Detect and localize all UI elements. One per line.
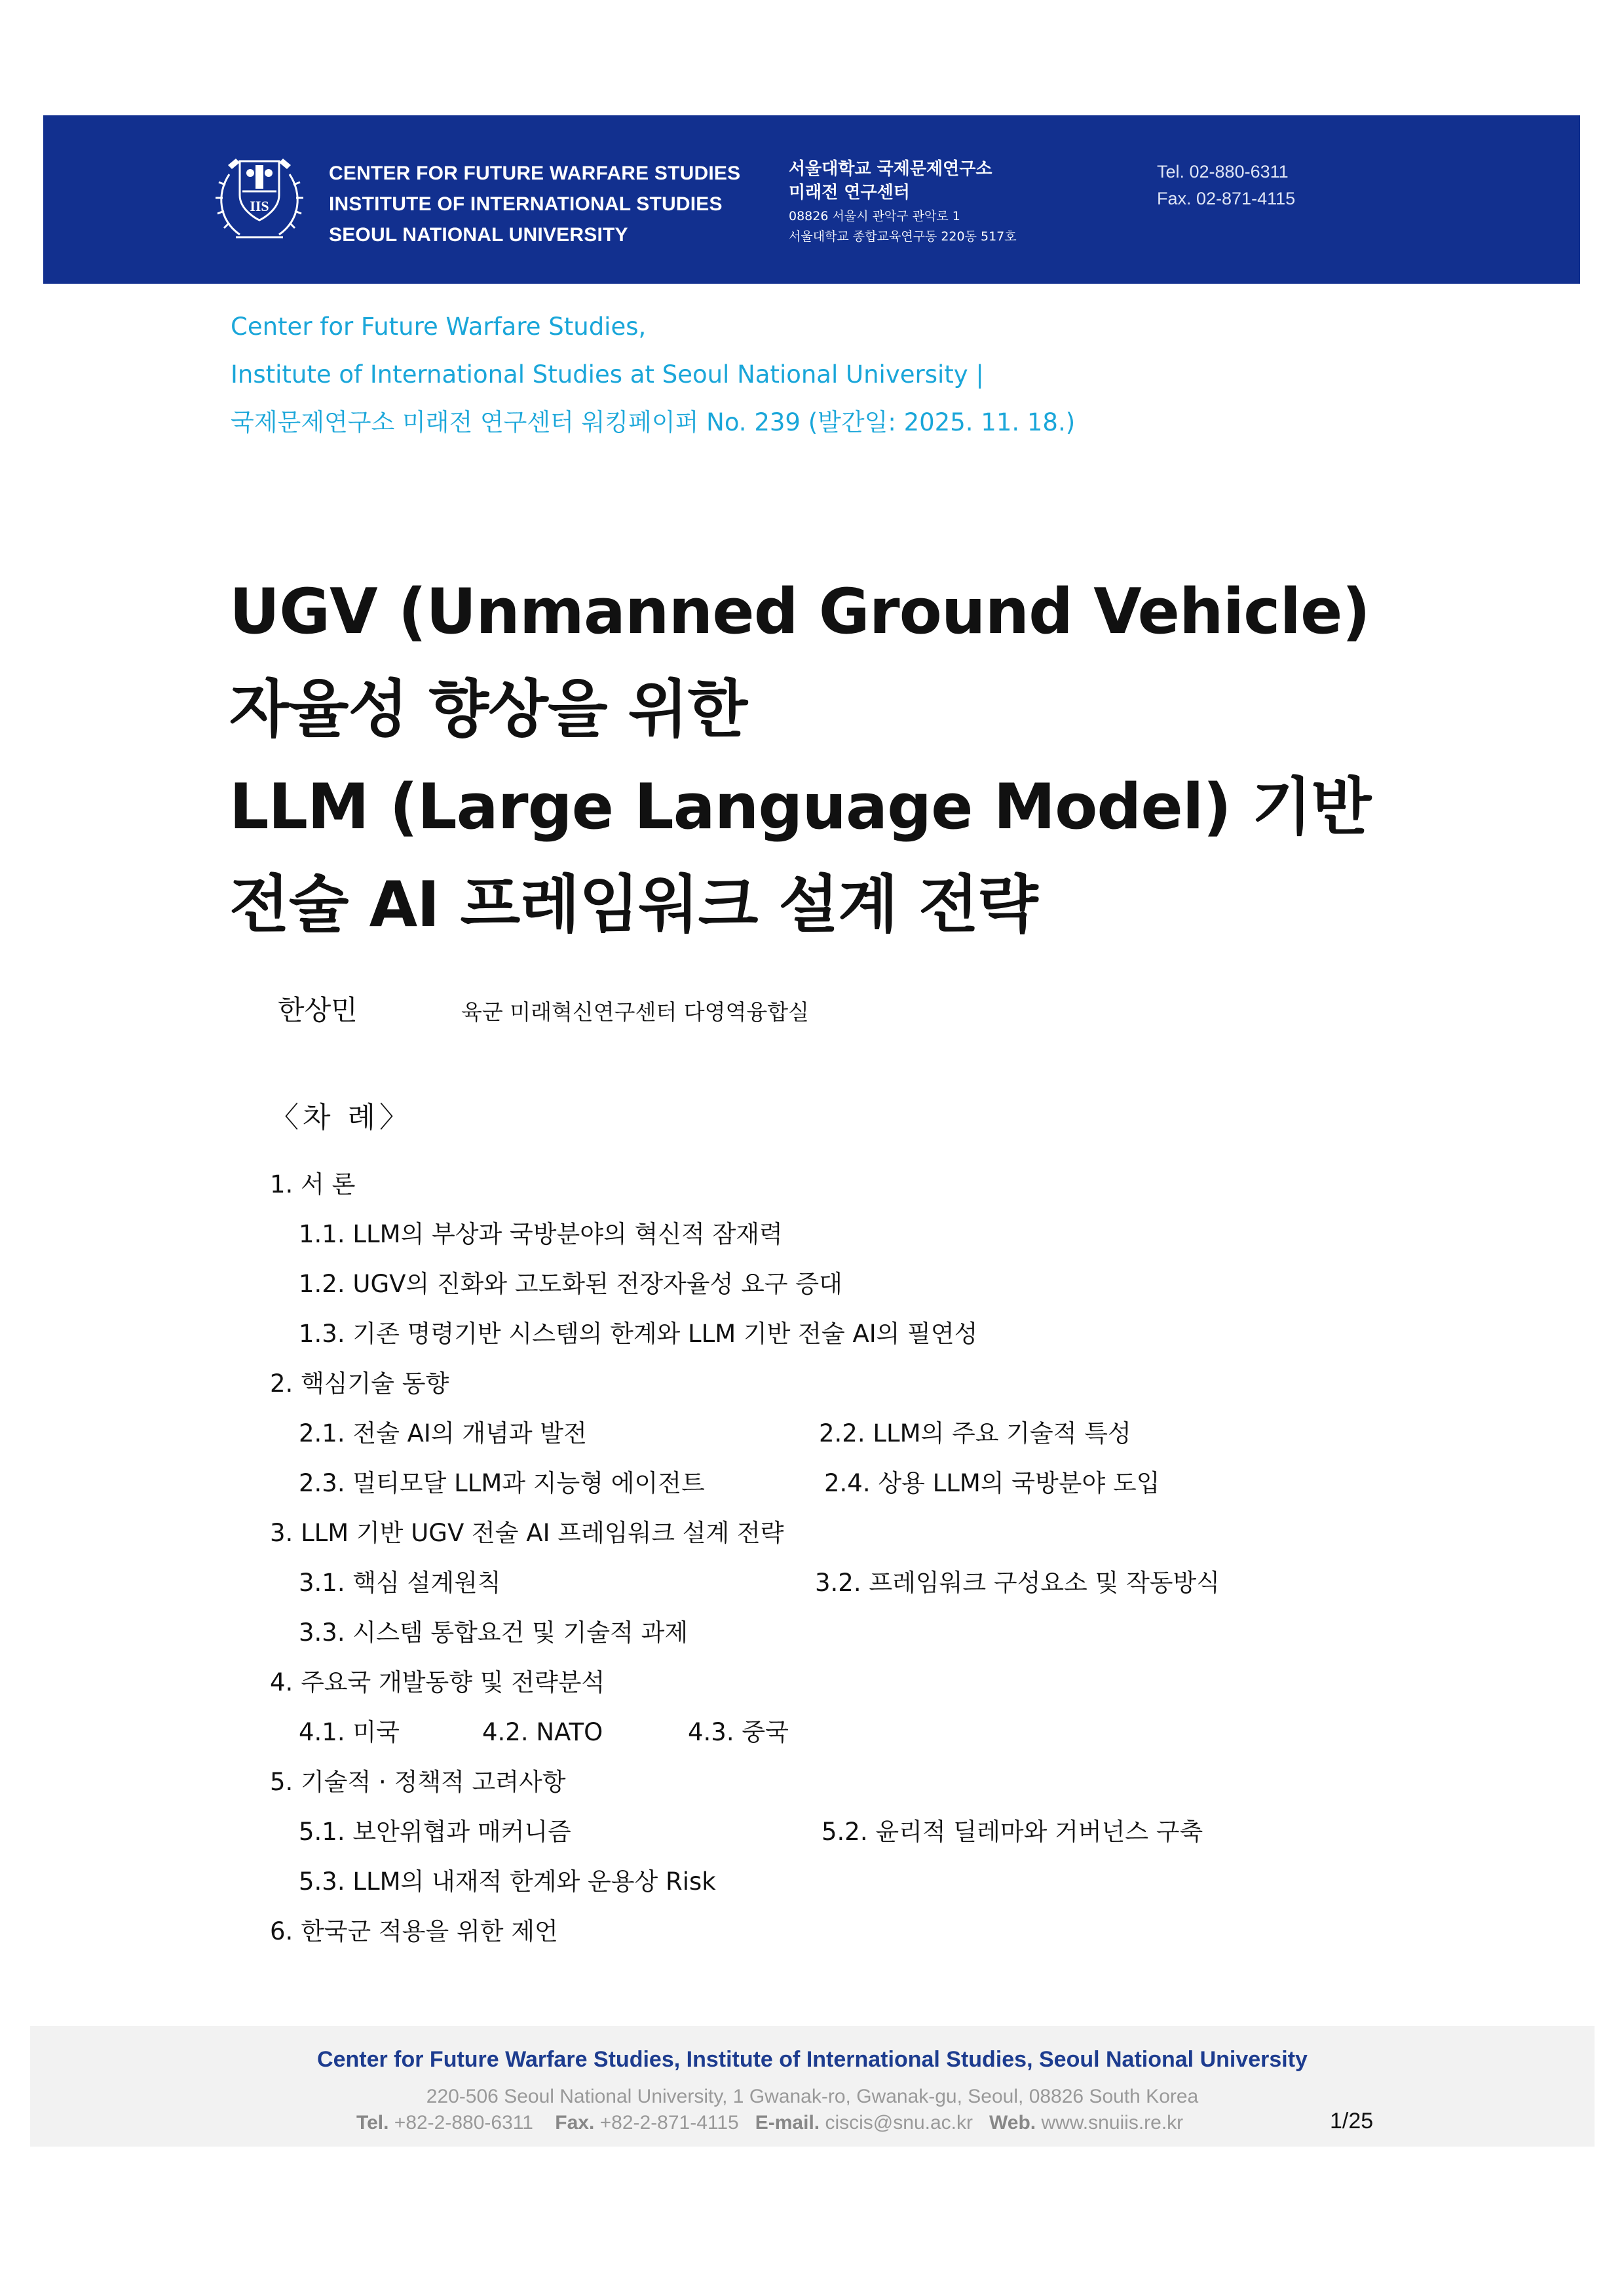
toc-section[interactable]: 2. 핵심기술 동향 [270, 1369, 449, 1398]
toc-subsection[interactable]: 2.1. 전술 AI의 개념과 발전 [299, 1419, 587, 1447]
header-tel: Tel. 02-880-6311 [1157, 162, 1289, 182]
series-line2: Institute of International Studies at Seoul National University | [231, 360, 984, 389]
toc-subsection[interactable]: 1.3. 기존 명령기반 시스템의 한계와 LLM 기반 전술 AI의 필연성 [299, 1320, 978, 1348]
institute-ko-line1: 서울대학교 국제문제연구소 [789, 159, 992, 179]
institute-ko-line2: 미래전 연구센터 [789, 183, 910, 202]
footer-email-link[interactable]: ciscis@snu.ac.kr [825, 2112, 973, 2133]
toc-subsection[interactable]: 5.1. 보안위협과 매커니즘 [299, 1818, 571, 1846]
footer-tel: +82-2-880-6311 [394, 2112, 533, 2133]
footer-fax: +82-2-871-4115 [599, 2112, 739, 2133]
header-fax: Fax. 02-871-4115 [1157, 189, 1296, 208]
toc-subsection[interactable]: 4.3. 중국 [688, 1718, 789, 1746]
series-info [231, 303, 1075, 446]
institute-en-line: INSTITUTE OF INTERNATIONAL STUDIES [329, 193, 723, 215]
toc-subsection[interactable]: 5.3. LLM의 내재적 한계와 운용상 Risk [299, 1867, 716, 1896]
toc-subsection[interactable]: 1.2. UGV의 진화와 고도화된 전장자율성 요구 증대 [299, 1270, 842, 1298]
toc-subsection[interactable]: 5.2. 윤리적 딜레마와 거버넌스 구축 [821, 1818, 1203, 1846]
toc-section[interactable]: 1. 서 론 [270, 1170, 356, 1198]
page-footer [30, 2026, 1595, 2147]
toc-subsection[interactable]: 2.4. 상용 LLM의 국방분야 도입 [824, 1469, 1160, 1497]
paper-title [229, 564, 1370, 954]
header-contact [1157, 159, 1295, 212]
title-line3: LLM (Large Language Model) 기반 [229, 771, 1371, 843]
toc-section[interactable]: 5. 기술적 · 정책적 고려사항 [270, 1768, 566, 1796]
toc-subsection[interactable]: 3.1. 핵심 설계원칙 [299, 1569, 501, 1597]
institute-en-line: SEOUL NATIONAL UNIVERSITY [329, 224, 628, 246]
title-line1: UGV (Unmanned Ground Vehicle) [229, 576, 1370, 648]
toc-section[interactable]: 4. 주요국 개발동향 및 전략분석 [270, 1668, 605, 1696]
footer-institute: Center for Future Warfare Studies, Institute of International Studies, Seoul National University [317, 2047, 1308, 2072]
toc-section[interactable]: 6. 한국군 적용을 위한 제언 [270, 1917, 558, 1945]
toc-subsection[interactable]: 1.1. LLM의 부상과 국방분야의 혁신적 잠재력 [299, 1220, 783, 1248]
address-line1: 08826 서울시 관악구 관악로 1 [789, 209, 960, 223]
logo-text: IIS [250, 198, 269, 214]
footer-contact [356, 2110, 1183, 2136]
institute-name-en [329, 158, 740, 250]
toc-subsection[interactable]: 2.2. LLM의 주요 기술적 특성 [819, 1419, 1131, 1447]
institute-en-line: CENTER FOR FUTURE WARFARE STUDIES [329, 163, 741, 184]
series-line1: Center for Future Warfare Studies, [231, 313, 647, 341]
toc-section[interactable]: 3. LLM 기반 UGV 전술 AI 프레임워크 설계 전략 [270, 1519, 784, 1547]
footer-email-label: E-mail. [755, 2112, 820, 2133]
footer-web-link[interactable]: www.snuiis.re.kr [1041, 2112, 1184, 2133]
toc-subsection[interactable]: 4.1. 미국 [299, 1718, 400, 1746]
title-line4: 전술 AI 프레임워크 설계 전략 [229, 869, 1038, 941]
author-affiliation: 육군 미래혁신연구센터 다영역융합실 [461, 999, 810, 1025]
author-name: 한상민 [278, 994, 358, 1026]
toc-heading: 〈차 례〉 [270, 1101, 412, 1134]
footer-tel-label: Tel. [356, 2112, 389, 2133]
footer-address: 220-506 Seoul National University, 1 Gwanak-ro, Gwanak-gu, Seoul, 08826 South Korea [426, 2086, 1199, 2107]
footer-fax-label: Fax. [555, 2112, 595, 2133]
toc-subsection[interactable]: 2.3. 멀티모달 LLM과 지능형 에이전트 [299, 1469, 705, 1497]
address-line2: 서울대학교 종합교육연구동 220동 517호 [789, 229, 1017, 244]
series-line3: 국제문제연구소 미래전 연구센터 워킹페이퍼 No. 239 (발간일: 2025. 11. 18.) [231, 408, 1076, 436]
toc-subsection[interactable]: 3.2. 프레임워크 구성요소 및 작동방식 [815, 1569, 1220, 1597]
toc-subsection[interactable]: 4.2. NATO [482, 1718, 603, 1746]
institute-name-ko [789, 157, 1017, 246]
toc-subsection[interactable]: 3.3. 시스템 통합요건 및 기술적 과제 [299, 1618, 689, 1647]
footer-web-label: Web. [989, 2112, 1036, 2133]
header-banner [43, 115, 1580, 284]
iis-logo-icon [210, 148, 309, 246]
page-number: 1/25 [1330, 2109, 1374, 2133]
title-line2: 자율성 향상을 위한 [229, 674, 747, 746]
